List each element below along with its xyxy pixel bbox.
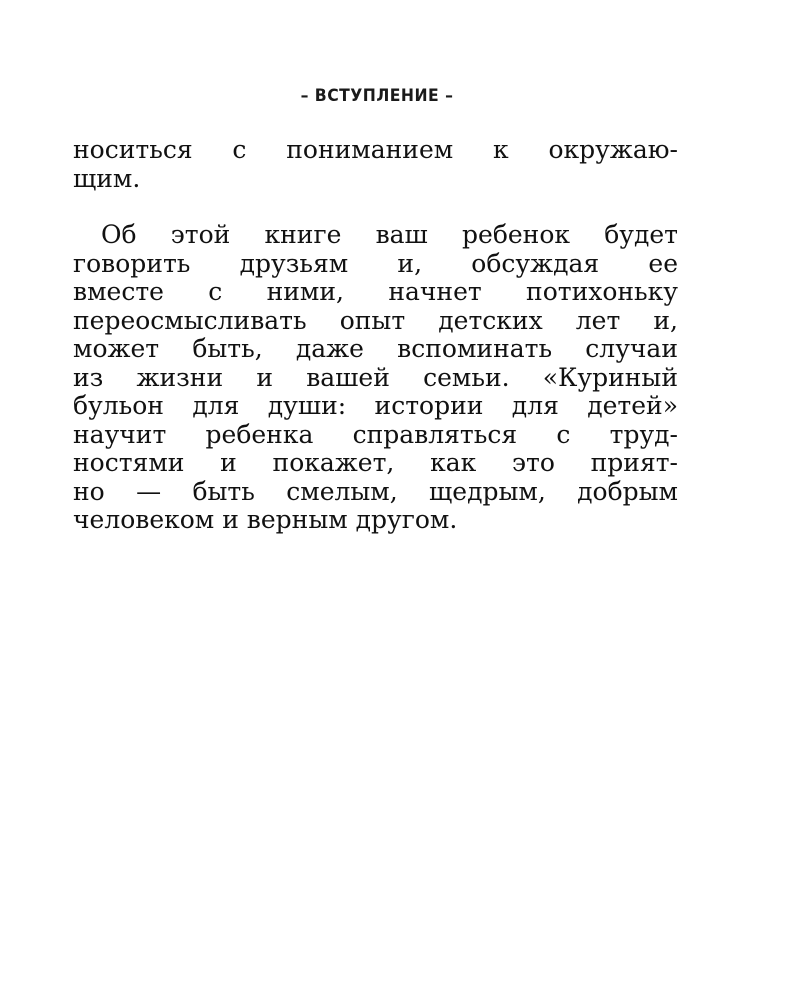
text-line: щим. — [73, 163, 141, 193]
text-line: может быть, даже вспоминать случаи — [73, 334, 678, 363]
text-line: бульон для души: истории для детей» — [73, 391, 678, 420]
text-line: носиться с пониманием к окружаю- — [73, 135, 678, 164]
paragraph-continued — [73, 136, 678, 193]
text-line: говорить друзьям и, обсуждая ее — [73, 248, 678, 278]
text-line: человеком и верным другом. — [73, 505, 458, 534]
paragraph-main — [73, 221, 678, 535]
text-line: ностями и покажет, как это прият- — [73, 448, 678, 477]
text-line: из жизни и вашей семьи. «Куриный — [73, 362, 678, 392]
running-header: – ВСТУПЛЕНИЕ – — [300, 86, 454, 106]
text-line: научит ребенка справляться с труд- — [73, 419, 678, 449]
text-line: но — быть смелым, щедрым, добрым — [73, 476, 678, 506]
text-line: вместе с ними, начнет потихоньку — [73, 277, 678, 306]
text-line: Об этой книге ваш ребенок будет — [101, 220, 678, 249]
text-line: переосмысливать опыт детских лет и, — [73, 305, 678, 335]
